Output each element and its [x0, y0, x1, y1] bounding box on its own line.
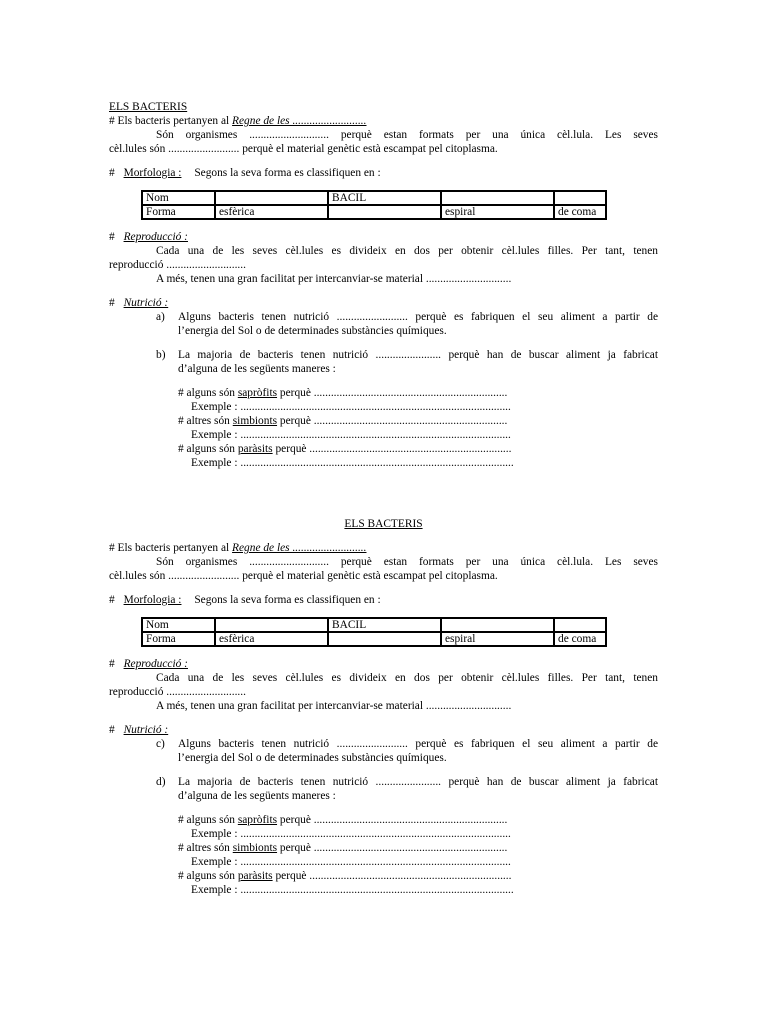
item-prefix: # altres són [178, 842, 233, 854]
table-cell: de coma [554, 632, 606, 646]
nutricio-a-line-2: l’energia del Sol o de determinades substàncies químiques. [178, 325, 447, 337]
reproduccio-line-3: A més, tenen una gran facilitat per intercanviar-se material .............................. [156, 273, 512, 285]
nutricio-b-text: La majoria de bacteris tenen nutrició ....................... perquè han de buscar aliment ja fabricat [178, 349, 658, 361]
nutricio-example: Exemple : ............................................................................................... [191, 429, 511, 441]
nutricio-item [109, 813, 658, 827]
table-cell [215, 191, 328, 205]
morfologia-label: Morfologia : [123, 167, 182, 179]
table-cell [328, 632, 441, 646]
reproduccio-hash: # [109, 231, 115, 243]
nutricio-hash: # [109, 297, 115, 309]
regne-blank: Regne de les .......................... [232, 115, 367, 127]
nutricio-example: Exemple : ............................................................................................... [191, 401, 511, 413]
table-cell: Nom [142, 191, 215, 205]
table-cell [328, 205, 441, 219]
table-cell: Forma [142, 632, 215, 646]
item-term: sapròfits [237, 387, 278, 399]
regne-prefix: # Els bacteris pertanyen al [109, 542, 233, 554]
regne-blank: Regne de les .......................... [232, 542, 367, 554]
regne-line [109, 114, 658, 128]
nutricio-b-line-1 [109, 348, 658, 362]
table-cell: esfèrica [215, 205, 328, 219]
nutricio-example: Exemple : ............................................................................................... [191, 856, 511, 868]
nutricio-example: Exemple : ................................................................................................ [191, 884, 514, 896]
nutricio-item [109, 414, 658, 428]
table-cell: espiral [441, 632, 554, 646]
nutricio-a-label: a) [156, 311, 165, 323]
item-term: paràsits [237, 443, 273, 455]
table-cell: espiral [441, 205, 554, 219]
item-prefix: # alguns són [178, 387, 238, 399]
item-prefix: # alguns són [178, 870, 238, 882]
nutricio-d-text: La majoria de bacteris tenen nutrició ....................... perquè han de buscar aliment ja fabricat [178, 776, 658, 788]
item-suffix: perquè .................................................................... [277, 415, 508, 427]
morfologia-label: Morfologia : [123, 594, 182, 606]
nutricio-a-line-1 [109, 310, 658, 324]
reproduccio-label: Reproducció : [123, 658, 188, 670]
nutricio-item [109, 442, 658, 456]
nutricio-c-text: Alguns bacteris tenen nutrició ......................... perquè es fabriquen el seu aliment a partir de [178, 738, 658, 750]
table-cell [441, 191, 554, 205]
nutricio-d-label: d) [156, 776, 166, 788]
morfologia-hash: # [109, 167, 115, 179]
item-suffix: perquè .................................................................... [277, 842, 508, 854]
table-cell: Nom [142, 618, 215, 632]
morfologia-line [109, 166, 658, 180]
table-cell: BACIL [328, 191, 441, 205]
organismes-line-1: Són organismes ............................ perquè estan formats per una única cèl.lula. Les seves [156, 129, 658, 141]
reproduccio-line-2: reproducció ............................ [109, 686, 246, 698]
nutricio-label: Nutrició : [123, 297, 169, 309]
item-suffix: perquè ....................................................................... [272, 443, 512, 455]
reproduccio-line-1: Cada una de les seves cèl.lules es divideix en dos per obtenir cèl.lules filles. Per tant, tenen [156, 672, 658, 684]
title-text: ELS BACTERIS [109, 101, 188, 113]
section-1 [109, 100, 658, 470]
table-cell [215, 618, 328, 632]
item-term: simbionts [232, 415, 278, 427]
nutricio-hash: # [109, 724, 115, 736]
table-cell: BACIL [328, 618, 441, 632]
nutricio-d-line-1 [109, 775, 658, 789]
organismes-line-2: cèl.lules són ......................... perquè el material genètic està escampat pel citoplasma. [109, 570, 498, 582]
nutricio-c-label: c) [156, 738, 165, 750]
nutricio-label: Nutrició : [123, 724, 169, 736]
table-row [142, 205, 606, 219]
nutricio-example: Exemple : ............................................................................................... [191, 828, 511, 840]
reproduccio-line-2: reproducció ............................ [109, 259, 246, 271]
table-row [142, 191, 606, 205]
nutricio-item [109, 869, 658, 883]
reproduccio-line-3: A més, tenen una gran facilitat per intercanviar-se material .............................. [156, 700, 512, 712]
reproduccio-heading [109, 657, 658, 671]
regne-prefix: # Els bacteris pertanyen al [109, 115, 233, 127]
regne-line [109, 541, 658, 555]
nutricio-item [109, 386, 658, 400]
nutricio-b-line-2: d’alguna de les següents maneres : [178, 363, 336, 375]
nutricio-d-line-2: d’alguna de les següents maneres : [178, 790, 336, 802]
organismes-line-2: cèl.lules són ......................... perquè el material genètic està escampat pel citoplasma. [109, 143, 498, 155]
nutricio-c-line-1 [109, 737, 658, 751]
reproduccio-heading [109, 230, 658, 244]
morfologia-table [141, 190, 607, 220]
nutricio-a-text: Alguns bacteris tenen nutrició ......................... perquè es fabriquen el seu aliment a partir de [178, 311, 658, 323]
reproduccio-label: Reproducció : [123, 231, 188, 243]
morfologia-text: Segons la seva forma es classifiquen en : [194, 167, 381, 179]
nutricio-example: Exemple : ................................................................................................ [191, 457, 514, 469]
table-cell [554, 191, 606, 205]
table-cell [441, 618, 554, 632]
reproduccio-line-1: Cada una de les seves cèl.lules es divideix en dos per obtenir cèl.lules filles. Per tant, tenen [156, 245, 658, 257]
table-cell: Forma [142, 205, 215, 219]
table-cell: de coma [554, 205, 606, 219]
table-row [142, 618, 606, 632]
title-text: ELS BACTERIS [344, 518, 423, 530]
item-suffix: perquè .................................................................... [277, 814, 508, 826]
reproduccio-hash: # [109, 658, 115, 670]
table-cell [554, 618, 606, 632]
item-term: paràsits [237, 870, 273, 882]
nutricio-item [109, 841, 658, 855]
item-prefix: # altres són [178, 415, 233, 427]
item-term: simbionts [232, 842, 278, 854]
section-title [109, 100, 658, 114]
morfologia-hash: # [109, 594, 115, 606]
item-prefix: # alguns són [178, 443, 238, 455]
item-term: sapròfits [237, 814, 278, 826]
nutricio-c-line-2: l’energia del Sol o de determinades substàncies químiques. [178, 752, 447, 764]
section-2 [109, 517, 658, 897]
morfologia-table [141, 617, 607, 647]
section-title [109, 517, 658, 531]
nutricio-heading [109, 296, 658, 310]
table-cell: esfèrica [215, 632, 328, 646]
organismes-line-1: Són organismes ............................ perquè estan formats per una única cèl.lula. Les seves [156, 556, 658, 568]
nutricio-b-label: b) [156, 349, 166, 361]
item-suffix: perquè .................................................................... [277, 387, 508, 399]
table-row [142, 632, 606, 646]
nutricio-heading [109, 723, 658, 737]
item-prefix: # alguns són [178, 814, 238, 826]
morfologia-text: Segons la seva forma es classifiquen en : [194, 594, 381, 606]
item-suffix: perquè ....................................................................... [272, 870, 512, 882]
morfologia-line [109, 593, 658, 607]
